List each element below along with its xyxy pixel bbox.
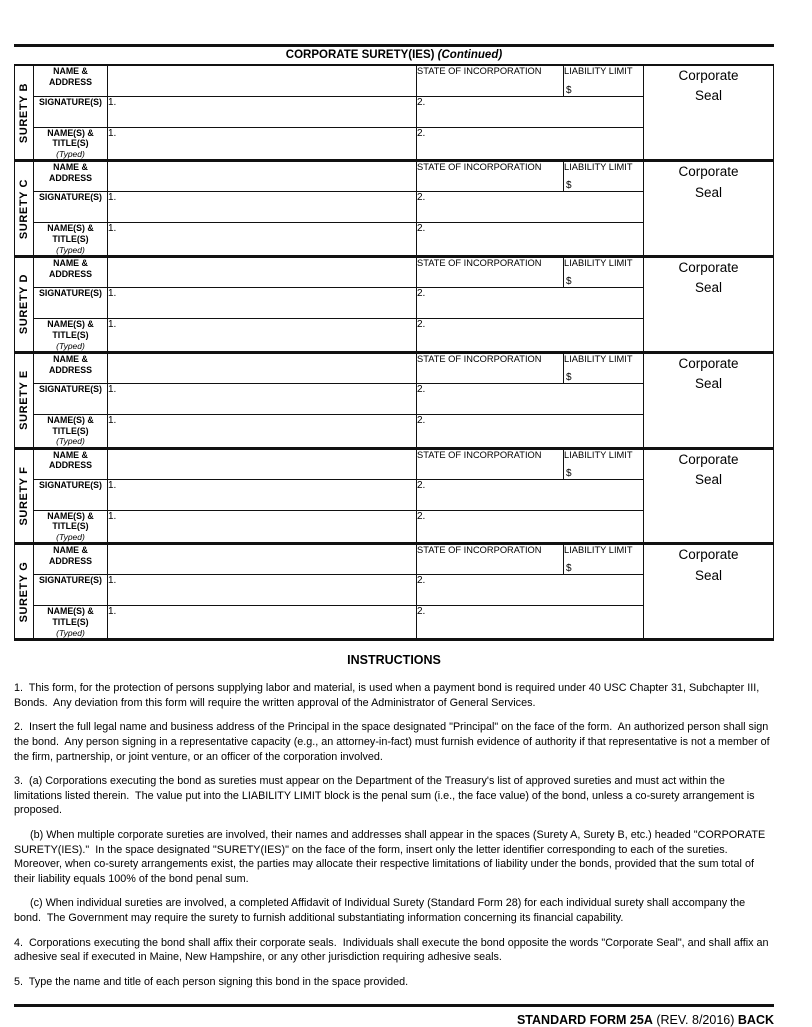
names-titles-2-entry-cell[interactable]: 2. — [417, 606, 644, 640]
footer-revision: (REV. 8/2016) — [656, 1013, 735, 1027]
signature-label: SIGNATURE(S) — [34, 575, 108, 606]
surety-section-g — [15, 544, 774, 640]
signature-label: SIGNATURE(S) — [34, 383, 108, 414]
state-of-incorporation-cell[interactable]: STATE OF INCORPORATION — [417, 65, 564, 96]
instruction-paragraph-2: 2. Insert the full legal name and business address of the Principal in the space designated "Principal" on the face of the form. An authorized person shall sign the bond. Any person signing in a representative capacity (e.g., an attorney-in-fact) must furnish evidence of authority if that representative is not a member of the firm, partnership, or joint venture, or an officer of the corporation involved. — [14, 721, 773, 763]
name-address-entry-cell[interactable] — [108, 544, 417, 575]
state-of-incorporation-cell[interactable]: STATE OF INCORPORATION — [417, 448, 564, 479]
dollar-sign: $ — [566, 371, 572, 383]
signature-1-entry-cell[interactable]: 1. — [108, 192, 417, 223]
names-titles-1-entry-cell[interactable]: 1. — [108, 319, 417, 353]
liability-limit-cell[interactable]: LIABILITY LIMIT $ — [564, 448, 644, 479]
names-titles-label: NAME(S) & TITLE(S) (Typed) — [34, 319, 108, 353]
name-address-label: NAME & ADDRESS — [34, 161, 108, 192]
names-titles-label: NAME(S) & TITLE(S) (Typed) — [34, 127, 108, 161]
names-titles-1-entry-cell[interactable]: 1. — [108, 510, 417, 544]
liability-limit-cell[interactable]: LIABILITY LIMIT $ — [564, 352, 644, 383]
signature-2-entry-cell[interactable]: 2. — [417, 192, 644, 223]
signature-2-entry-cell[interactable]: 2. — [417, 575, 644, 606]
surety-letter-label: SURETY C — [18, 178, 30, 239]
name-address-entry-cell[interactable] — [108, 448, 417, 479]
surety-letter-cell — [15, 352, 34, 448]
form-page — [14, 44, 774, 1027]
surety-section-f — [15, 448, 774, 544]
signature-1-entry-cell[interactable]: 1. — [108, 479, 417, 510]
name-address-entry-cell[interactable] — [108, 257, 417, 288]
liability-limit-cell[interactable]: LIABILITY LIMIT $ — [564, 257, 644, 288]
name-address-label: NAME & ADDRESS — [34, 544, 108, 575]
names-titles-label: NAME(S) & TITLE(S) (Typed) — [34, 414, 108, 448]
signature-2-entry-cell[interactable]: 2. — [417, 383, 644, 414]
state-of-incorporation-cell[interactable]: STATE OF INCORPORATION — [417, 352, 564, 383]
signature-label: SIGNATURE(S) — [34, 192, 108, 223]
names-titles-2-entry-cell[interactable]: 2. — [417, 223, 644, 257]
name-address-label: NAME & ADDRESS — [34, 257, 108, 288]
signature-label: SIGNATURE(S) — [34, 288, 108, 319]
dollar-sign: $ — [566, 84, 572, 96]
corporate-seal-cell: Corporate Seal — [644, 352, 774, 448]
corporate-seal-cell: Corporate Seal — [644, 161, 774, 257]
instruction-paragraph-3b: (b) When multiple corporate sureties are involved, their names and addresses shall appear in the spaces (Surety A, Surety B, etc.) headed "CORPORATE SURETY(IES)." In the space designated "SURETY(IES)" on the face of the form, insert only the letter identifier corresponding to each of the sureties. Moreover, when co-surety arrangements exist, the parties may allocate their respective limitations of liability under the bonds, provided that the sum total of their liability equals 100% of the bond penal sum. — [14, 829, 769, 885]
signature-2-entry-cell[interactable]: 2. — [417, 479, 644, 510]
state-of-incorporation-cell[interactable]: STATE OF INCORPORATION — [417, 544, 564, 575]
signature-2-entry-cell[interactable]: 2. — [417, 288, 644, 319]
dollar-sign: $ — [566, 180, 572, 192]
surety-section-b — [15, 65, 774, 161]
signature-2-entry-cell[interactable]: 2. — [417, 96, 644, 127]
footer-back-label: BACK — [737, 1013, 774, 1027]
names-titles-label: NAME(S) & TITLE(S) (Typed) — [34, 223, 108, 257]
names-titles-2-entry-cell[interactable]: 2. — [417, 510, 644, 544]
surety-letter-label: SURETY E — [18, 370, 30, 431]
name-address-label: NAME & ADDRESS — [34, 65, 108, 96]
state-of-incorporation-cell[interactable]: STATE OF INCORPORATION — [417, 161, 564, 192]
names-titles-2-entry-cell[interactable]: 2. — [417, 319, 644, 353]
name-address-label: NAME & ADDRESS — [34, 448, 108, 479]
surety-letter-cell — [15, 161, 34, 257]
surety-letter-cell — [15, 257, 34, 353]
signature-1-entry-cell[interactable]: 1. — [108, 96, 417, 127]
surety-letter-cell — [15, 448, 34, 544]
liability-limit-cell[interactable]: LIABILITY LIMIT $ — [564, 544, 644, 575]
names-titles-2-entry-cell[interactable]: 2. — [417, 414, 644, 448]
surety-letter-label: SURETY F — [18, 466, 30, 526]
table-title-continued: (Continued) — [437, 49, 503, 61]
names-titles-1-entry-cell[interactable]: 1. — [108, 127, 417, 161]
signature-label: SIGNATURE(S) — [34, 479, 108, 510]
instruction-paragraph-5: 5. Type the name and title of each person signing this bond in the space provided. — [14, 975, 409, 988]
surety-section-d — [15, 257, 774, 353]
corporate-seal-cell: Corporate Seal — [644, 65, 774, 161]
liability-limit-cell[interactable]: LIABILITY LIMIT $ — [564, 161, 644, 192]
footer-text — [14, 1007, 774, 1027]
names-titles-label: NAME(S) & TITLE(S) (Typed) — [34, 606, 108, 640]
instructions-title: INSTRUCTIONS — [347, 653, 441, 668]
footer-form-number: STANDARD FORM 25A — [516, 1013, 653, 1027]
signature-1-entry-cell[interactable]: 1. — [108, 575, 417, 606]
table-title — [14, 47, 774, 64]
surety-section-c — [15, 161, 774, 257]
surety-letter-cell — [15, 65, 34, 161]
name-address-entry-cell[interactable] — [108, 161, 417, 192]
signature-label: SIGNATURE(S) — [34, 96, 108, 127]
dollar-sign: $ — [566, 467, 572, 479]
instruction-paragraph-3a: 3. (a) Corporations executing the bond as sureties must appear on the Department of the Treasury's list of approved sureties and must act within the limitations listed therein. The value put into the LIABILITY LIMIT block is the penal sum (i.e., the face value) of the bond, unless a co-surety arrangement is proposed. — [14, 775, 758, 817]
surety-letter-cell — [15, 544, 34, 640]
name-address-label: NAME & ADDRESS — [34, 352, 108, 383]
corporate-seal-cell: Corporate Seal — [644, 448, 774, 544]
instruction-paragraph-4: 4. Corporations executing the bond shall affix their corporate seals. Individuals shall execute the bond opposite the words "Corporate Seal", and shall affix an adhesive seal if executed in Maine, New Hampshire, or any other jurisdiction requiring adhesive seals. — [14, 936, 772, 964]
names-titles-1-entry-cell[interactable]: 1. — [108, 223, 417, 257]
dollar-sign: $ — [566, 276, 572, 288]
instruction-paragraph-3c: (c) When individual sureties are involved, a completed Affidavit of Individual Surety (Standard Form 28) for each individual surety shall accompany the bond. The Government may require the surety to furnish additional substantiating information concerning its financial capability. — [14, 897, 749, 924]
name-address-entry-cell[interactable] — [108, 65, 417, 96]
table-title-text: CORPORATE SURETY(IES) — [285, 49, 435, 61]
surety-letter-label: SURETY B — [18, 82, 30, 143]
dollar-sign: $ — [566, 563, 572, 575]
instructions-section — [14, 653, 774, 989]
names-titles-1-entry-cell[interactable]: 1. — [108, 606, 417, 640]
signature-1-entry-cell[interactable]: 1. — [108, 383, 417, 414]
corporate-seal-cell: Corporate Seal — [644, 257, 774, 353]
corporate-surety-table — [14, 64, 774, 641]
state-of-incorporation-cell[interactable]: STATE OF INCORPORATION — [417, 257, 564, 288]
names-titles-label: NAME(S) & TITLE(S) (Typed) — [34, 510, 108, 544]
names-titles-2-entry-cell[interactable]: 2. — [417, 127, 644, 161]
corporate-seal-cell: Corporate Seal — [644, 544, 774, 640]
liability-limit-cell[interactable]: LIABILITY LIMIT $ — [564, 65, 644, 96]
surety-letter-label: SURETY G — [18, 561, 30, 623]
signature-1-entry-cell[interactable]: 1. — [108, 288, 417, 319]
surety-section-e — [15, 352, 774, 448]
surety-letter-label: SURETY D — [18, 274, 30, 335]
name-address-entry-cell[interactable] — [108, 352, 417, 383]
names-titles-1-entry-cell[interactable]: 1. — [108, 414, 417, 448]
instruction-paragraph-1: 1. This form, for the protection of persons supplying labor and material, is used when a payment bond is required under 40 USC Chapter 31, Subchapter III, Bonds. Any deviation from this form will require the written approval of the Administrator of General Services. — [14, 682, 763, 709]
